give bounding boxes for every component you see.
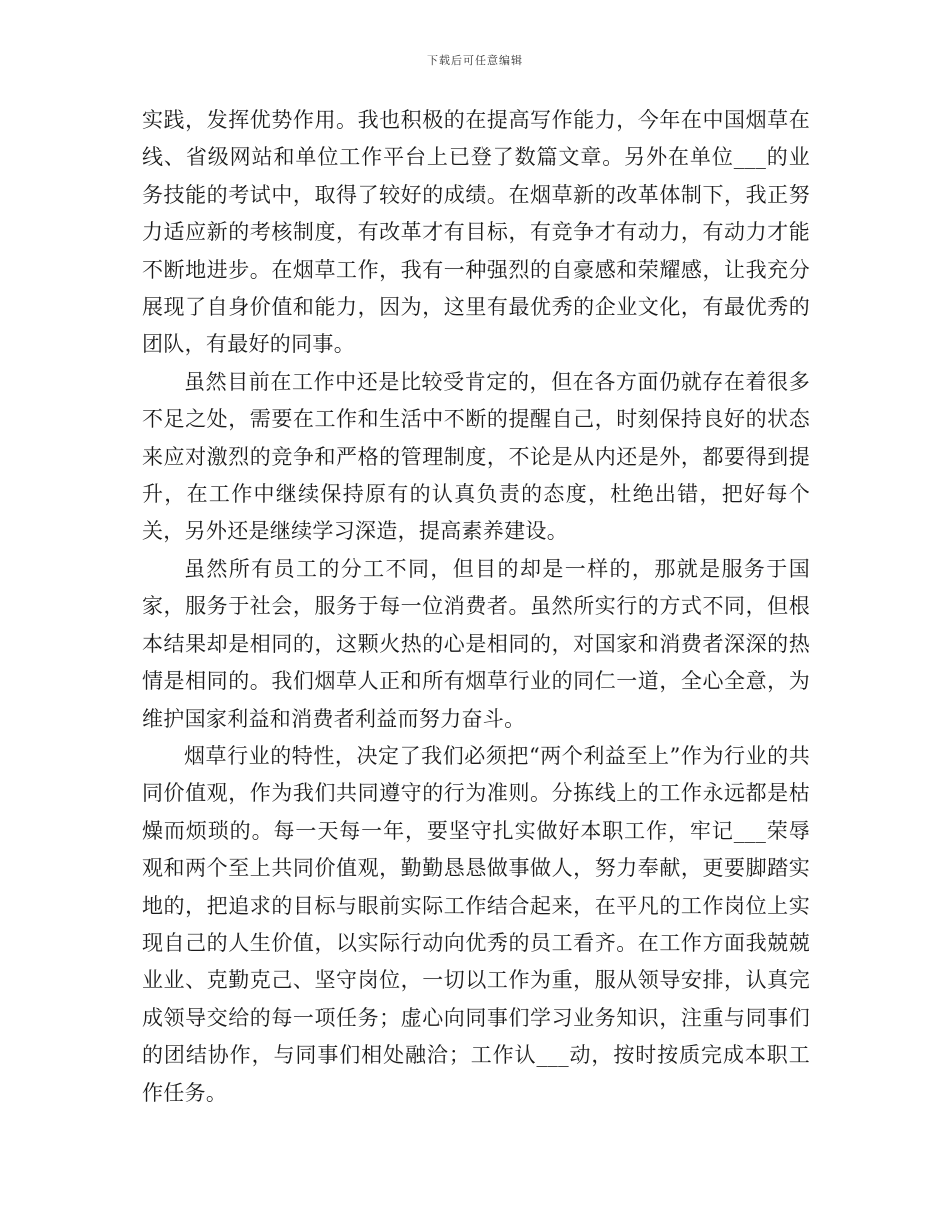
- paragraph-4: 烟草行业的特性，决定了我们必须把“两个利益至上”作为行业的共同价值观，作为我们共同遵守的行为准则。分拣线上的工作永远都是枯燥而烦琐的。每一天每一年，要坚守扎实做好本职工作，牢记___荣辱观和两个至上共同价值观，勤勤恳恳做事做人，努力奉献，更要脚踏实地的，把追求的目标与眼前实际工作结合起来，在平凡的工作岗位上实现自己的人生价值，以实际行动向优秀的员工看齐。在工作方面我兢兢业业、克勤克己、坚守岗位，一切以工作为重，服从领导安排，认真完成领导交给的每一项任务；虚心向同事们学习业务知识，注重与同事们的团结协作，与同事们相处融洽；工作认___动，按时按质完成本职工作任务。: [142, 743, 810, 1105]
- page-header: 下载后可任意编辑: [427, 54, 523, 67]
- paragraph-2: 虽然目前在工作中还是比较受肯定的，但在各方面仍就存在着很多不足之处，需要在工作和生活中不断的提醒自己，时刻保持良好的状态来应对激烈的竞争和严格的管理制度，不论是从内还是外，都要得到提升，在工作中继续保持原有的认真负责的态度，杜绝出错，把好每个关，另外还是继续学习深造，提高素养建设。: [142, 369, 810, 544]
- paragraph-1: 实践，发挥优势作用。我也积极的在提高写作能力，今年在中国烟草在线、省级网站和单位工作平台上已登了数篇文章。另外在单位___的业务技能的考试中，取得了较好的成绩。在烟草新的改革体制下，我正努力适应新的考核制度，有改革才有目标，有竞争才有动力，有动力才能不断地进步。在烟草工作，我有一种强烈的自豪感和荣耀感，让我充分展现了自身价值和能力，因为，这里有最优秀的企业文化，有最优秀的团队，有最好的同事。: [142, 108, 810, 357]
- paragraph-3: 虽然所有员工的分工不同，但目的却是一样的，那就是服务于国家，服务于社会，服务于每一位消费者。虽然所实行的方式不同，但根本结果却是相同的，这颗火热的心是相同的，对国家和消费者深深的热情是相同的。我们烟草人正和所有烟草行业的同仁一道，全心全意，为维护国家利益和消费者利益而努力奋斗。: [142, 556, 810, 731]
- document-body: [142, 102, 810, 1112]
